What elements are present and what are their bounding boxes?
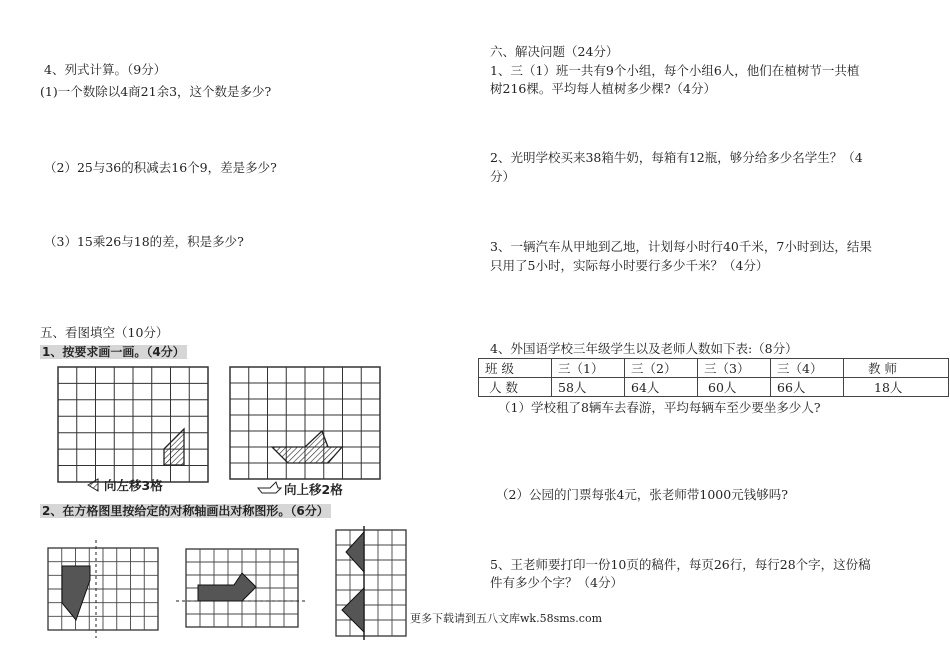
table-cell: 人 数 — [479, 378, 552, 397]
grid-label-left: 向左移3格 — [104, 478, 163, 493]
table-cell: 三（4） — [771, 359, 844, 378]
table-cell: 三（2） — [625, 359, 698, 378]
table-cell: 三（3） — [698, 359, 771, 378]
q4-sub1: （1）学校租了8辆车去春游，平均每辆车至少要坐多少人? — [498, 400, 821, 415]
symmetry-grid-2 — [186, 549, 298, 627]
grid-move-up — [230, 367, 380, 479]
table-cell: 60人 — [698, 378, 771, 397]
table-row — [479, 378, 949, 397]
boat-shape — [272, 431, 342, 463]
q5-line2: 件有多少个字？（4分） — [490, 575, 623, 590]
footer-note: 更多下载请到五八文库wk.58sms.com — [410, 612, 603, 625]
arrow-left-icon — [86, 478, 106, 492]
table-cell: 64人 — [625, 378, 698, 397]
boat-icon — [256, 480, 282, 494]
table-cell: 18人 — [844, 378, 949, 397]
section4-q1: (1)一个数除以4商21余3，这个数是多少? — [40, 84, 272, 99]
q3-line1: 3、一辆汽车从甲地到乙地，计划每小时行40千米，7小时到达，结果 — [490, 239, 872, 254]
grid-lines — [58, 367, 208, 482]
q2-line1: 2、光明学校买来38箱牛奶，每箱有12瓶，够分给多少名学生？（4 — [490, 150, 863, 165]
section6-title: 六、解决问题（24分） — [490, 44, 619, 59]
q4-title: 4、外国语学校三年级学生以及老师人数如下表:（8分） — [490, 341, 798, 356]
table-cell: 教 师 — [844, 359, 949, 378]
table-cell: 班 级 — [479, 359, 552, 378]
table-header-row — [479, 359, 949, 378]
symmetry-grid-3 — [336, 530, 406, 636]
q2-line2: 分） — [490, 169, 516, 184]
grid-move-left — [58, 367, 208, 482]
table-cell: 66人 — [771, 378, 844, 397]
section5-q1: 1、按要求画一画。（4分） — [42, 345, 185, 359]
section4-q3: （3）15乘26与18的差，积是多少? — [44, 234, 244, 249]
section4-title: 4、列式计算。（9分） — [44, 62, 167, 77]
section5-title: 五、看图填空（10分） — [40, 325, 169, 340]
section5-q2: 2、在方格图里按给定的对称轴画出对称图形。（6分） — [42, 504, 329, 518]
section4-q2: （2）25与36的积减去16个9，差是多少? — [44, 160, 277, 175]
q5-line1: 5、王老师要打印一份10页的稿件，每页26行，每行28个字，这份稿 — [490, 557, 871, 572]
table-cell: 三（1） — [552, 359, 625, 378]
people-table — [478, 358, 949, 397]
symmetry-grid-1 — [48, 548, 158, 630]
q4-sub2: （2）公园的门票每张4元，张老师带1000元钱够吗? — [496, 487, 788, 502]
table-cell: 58人 — [552, 378, 625, 397]
triangle-shape — [164, 429, 184, 465]
q1-line2: 树216棵。平均每人植树多少棵?（4分） — [490, 81, 717, 96]
grid-label-up: 向上移2格 — [284, 482, 343, 497]
q3-line2: 只用了5小时，实际每小时要行多少千米？（4分） — [490, 258, 769, 273]
q1-line1: 1、三（1）班一共有9个小组，每个小组6人，他们在植树节一共植 — [490, 63, 860, 78]
